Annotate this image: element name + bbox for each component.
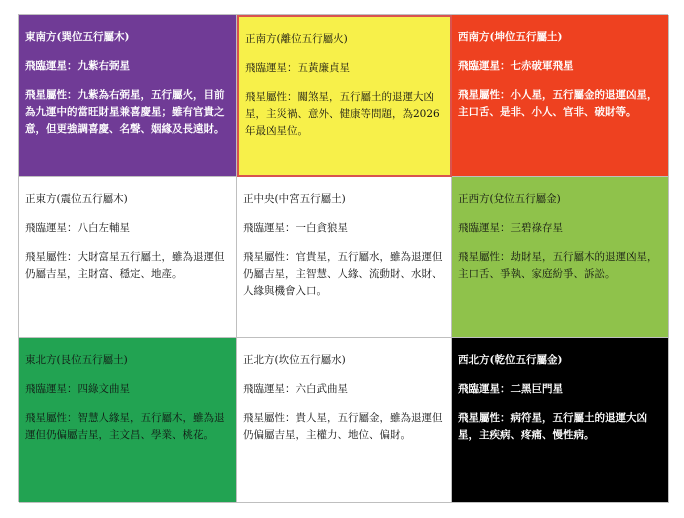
cell-title: 正北方(坎位五行屬水) [243, 354, 346, 366]
cell-property: 飛星屬性：大財富星五行屬土，雖為退運但仍屬吉星，主財富、穩定、地產。 [25, 251, 225, 280]
cell-star: 飛臨運星：四綠文曲星 [25, 383, 130, 395]
cell-southeast [19, 15, 237, 177]
cell-center [237, 177, 452, 338]
cell-star: 飛臨運星：九紫右弼星 [25, 60, 130, 72]
cell-title: 東南方(巽位五行屬木) [25, 31, 130, 43]
cell-title: 東北方(艮位五行屬土) [25, 354, 128, 366]
cell-property: 飛星屬性：智慧人緣星，五行屬木，雖為退運但仍偏屬吉星，主文昌、學業、桃花。 [25, 412, 225, 441]
cell-south [237, 15, 452, 177]
cell-star: 飛臨運星：二黑巨門星 [458, 383, 563, 395]
cell-property: 飛星屬性：關煞星，五行屬土的退運大凶星，主災禍、意外、健康等問題，為2026年最凶星位。 [245, 91, 440, 137]
cell-west [452, 177, 669, 338]
cell-property: 飛星屬性：九紫為右弼星，五行屬火，目前為九運中的當旺財星兼喜慶星；雖有官貴之意，但更強調喜慶、名聲、姻緣及長遠財。 [25, 89, 225, 135]
cell-star: 飛臨運星：八白左輔星 [25, 222, 130, 234]
cell-star: 飛臨運星：一白貪狼星 [243, 222, 348, 234]
cell-property: 飛星屬性：病符星，五行屬土的退運大凶星，主疾病、疼痛、慢性病。 [458, 412, 647, 441]
flying-star-grid [18, 14, 668, 502]
cell-northwest [452, 338, 669, 503]
cell-title: 正東方(震位五行屬木) [25, 193, 128, 205]
cell-title: 西北方(乾位五行屬金) [458, 354, 563, 366]
cell-property: 飛星屬性：貴人星，五行屬金，雖為退運但仍偏屬吉星，主權力、地位、偏財。 [243, 412, 443, 441]
cell-title: 正南方(離位五行屬火) [245, 33, 348, 45]
cell-star: 飛臨運星：七赤破軍飛星 [458, 60, 574, 72]
cell-star: 飛臨運星：六白武曲星 [243, 383, 348, 395]
cell-title: 西南方(坤位五行屬土) [458, 31, 563, 43]
cell-north [237, 338, 452, 503]
cell-southwest [452, 15, 669, 177]
cell-east [19, 177, 237, 338]
cell-title: 正中央(中宮五行屬土) [243, 193, 346, 205]
cell-property: 飛星屬性：小人星，五行屬金的退運凶星，主口舌、是非、小人、官非、破財等。 [458, 89, 658, 118]
cell-star: 飛臨運星：三碧祿存星 [458, 222, 563, 234]
cell-northeast [19, 338, 237, 503]
cell-property: 飛星屬性：劫財星，五行屬木的退運凶星，主口舌、爭執、家庭紛爭、訴訟。 [458, 251, 658, 280]
cell-star: 飛臨運星：五黃廉貞星 [245, 62, 350, 74]
cell-property: 飛星屬性：官貴星，五行屬水，雖為退運但仍屬吉星，主智慧、人緣、流動財、水財、人緣與機會入口。 [243, 251, 443, 297]
cell-title: 正西方(兌位五行屬金) [458, 193, 561, 205]
